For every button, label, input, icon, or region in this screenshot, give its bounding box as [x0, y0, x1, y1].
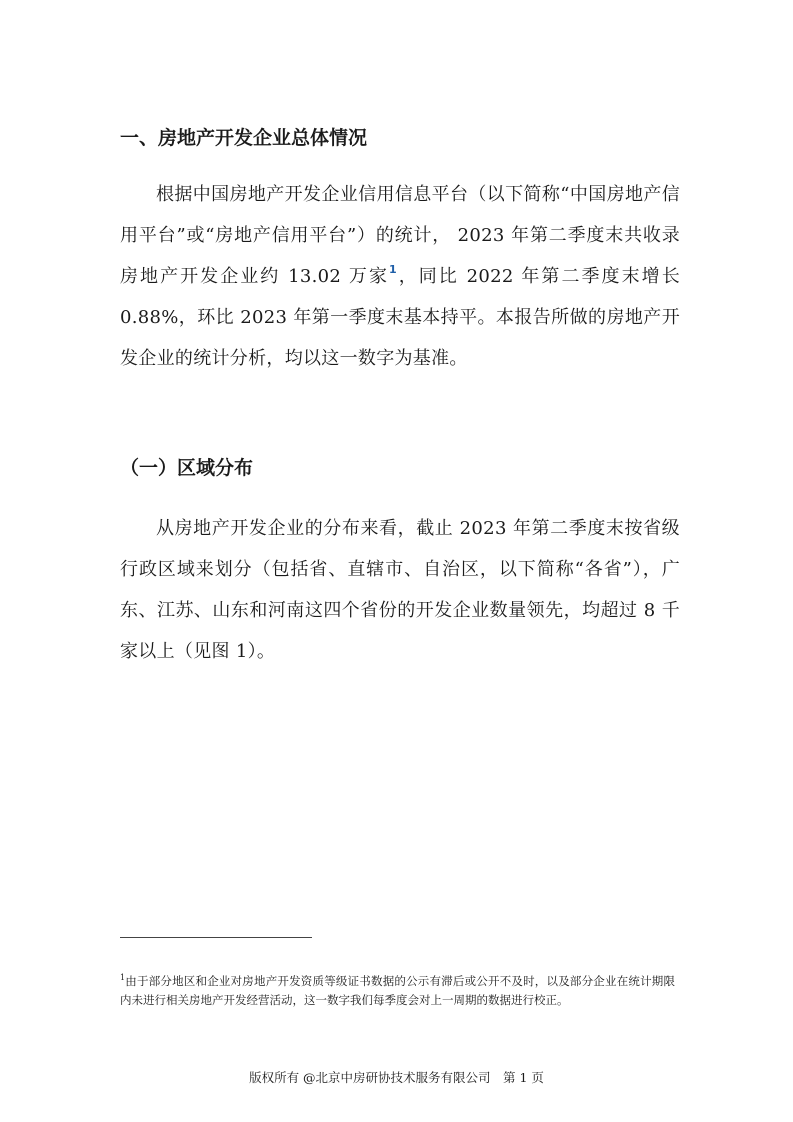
overview-text-part-2: ，同比 2022 年第二季度末增长 0.88%，环比 2023 年第一季度末基本持平。本报告所做的房地产开发企业的统计分析，均以这一数字为基准。 — [120, 266, 680, 369]
footnote-reference[interactable]: 1 — [389, 263, 397, 276]
overview-paragraph — [120, 174, 680, 379]
regional-distribution-paragraph: 从房地产开发企业的分布来看，截止 2023 年第二季度末按省级行政区域来划分（包括省、直辖市、自治区，以下简称“各省”），广东、江苏、山东和河南这四个省份的开发企业数量领先，均超过 8 千家以上（见图 1）。 — [120, 518, 680, 662]
subsection-heading: （一）区域分布 — [120, 457, 254, 479]
overview-text-part-1: 根据中国房地产开发企业信用信息平台（以下简称“中国房地产信用平台”或“房地产信用平台”）的统计， 2023 年第二季度末共收录房地产开发企业约 13.02 万家 — [120, 184, 680, 287]
footnote-text: 由于部分地区和企业对房地产开发资质等级证书数据的公示有滞后或公开不及时，以及部分企业在统计期限内未进行相关房地产开发经营活动，这一数字我们每季度会对上一周期的数据进行校正。 — [120, 974, 675, 1007]
section-heading: 一、房地产开发企业总体情况 — [120, 127, 368, 149]
footnote — [120, 972, 675, 1010]
page-footer: 版权所有 @北京中房研协技术服务有限公司 第 1 页 — [249, 1070, 544, 1085]
footnote-marker: 1 — [120, 973, 126, 982]
footnote-divider — [120, 937, 312, 938]
